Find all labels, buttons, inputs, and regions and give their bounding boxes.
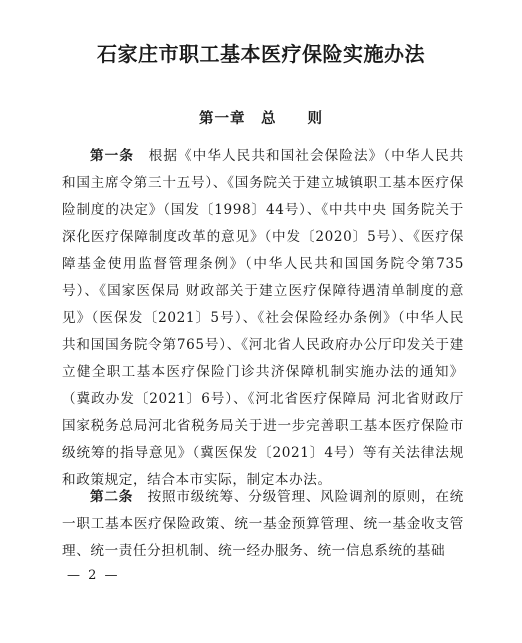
article-1-label: 第一条 xyxy=(90,148,134,164)
article-1 xyxy=(62,143,464,494)
page-number: — 2 — xyxy=(67,568,120,583)
article-2-label: 第二条 xyxy=(90,489,134,505)
document-title: 石家庄市职工基本医疗保险实施办法 xyxy=(97,42,425,66)
article-2 xyxy=(62,484,464,565)
article-1-text: 根据《中华人民共和国社会保险法》（中华人民共和国主席令第三十五号）、《国务院关于建立城镇职工基本医疗保险制度的决定》（国发〔1998〕44号）、《中共中央 国务院关于深化医疗保障制度改革的意见》（中发〔2020〕5号）、《医疗保障基金使用监督管理条例》（中华人民共和国国务院令第735号）、《国家医保局 财政部关于建立医疗保障待遇清单制度的意见》（医保发〔2021〕5号）、《社会保险经办条例》（中华人民共和国国务院令第765号）、《河北省人民政府办公厅印发关于建立健全职工基本医疗保险门诊共济保障机制实施办法的通知》（冀政办发〔2021〕6号）、《河北省医疗保障局 河北省财政厅 国家税务总局河北省税务局关于进一步完善职工基本医疗保险市级统筹的指导意见》（冀医保发〔2021〕4号）等有关法律法规和政策规定，结合本市实际，制定本办法。 xyxy=(62,148,464,488)
chapter-heading: 第一章 总 则 xyxy=(199,110,323,127)
article-2-text: 按照市级统筹、分级管理、风险调剂的原则，在统一职工基本医疗保险政策、统一基金预算管理、统一基金收支管理、统一责任分担机制、统一经办服务、统一信息系统的基础 xyxy=(62,489,465,559)
